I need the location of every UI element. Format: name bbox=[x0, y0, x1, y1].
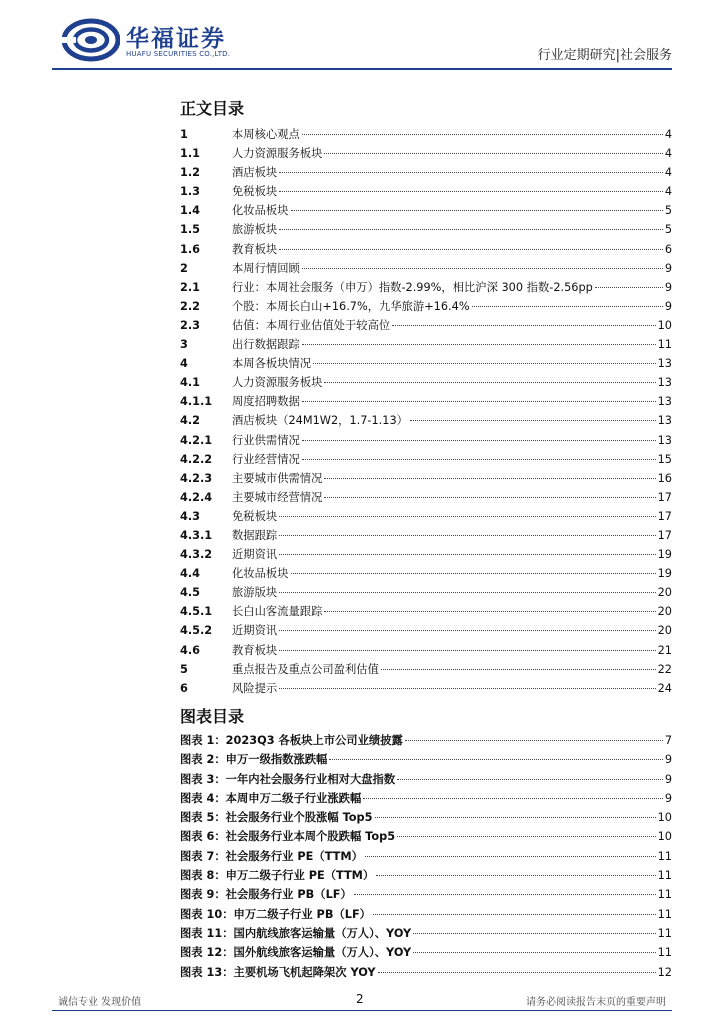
toc-entry-number: 4 bbox=[180, 357, 188, 371]
figure-leader-dots bbox=[378, 972, 656, 973]
toc-title: 正文目录 bbox=[180, 99, 245, 118]
figure-entry-label: 图表 5：社会服务行业个股涨幅 Top5 bbox=[180, 811, 373, 825]
toc-entry-page: 24 bbox=[657, 681, 672, 695]
toc-entry-page: 13 bbox=[657, 376, 672, 390]
figure-entry-page: 11 bbox=[657, 869, 672, 883]
figure-entry[interactable] bbox=[180, 789, 672, 808]
toc-entry-number: 4.5.2 bbox=[180, 624, 213, 638]
figure-leader-dots bbox=[373, 914, 656, 915]
toc-entry[interactable] bbox=[180, 564, 672, 583]
toc-entry-label: 主要城市经营情况 bbox=[232, 490, 323, 504]
figure-leader-dots bbox=[363, 798, 663, 799]
toc-entry-page: 4 bbox=[664, 185, 672, 199]
toc-entry[interactable] bbox=[180, 679, 672, 698]
toc-entry-number: 6 bbox=[180, 681, 188, 695]
toc-entry-page: 6 bbox=[664, 242, 672, 256]
figure-entry[interactable] bbox=[180, 847, 672, 866]
toc-entry-label: 主要城市供需情况 bbox=[232, 471, 323, 485]
toc-entry-label: 人力资源服务板块 bbox=[232, 147, 323, 161]
figure-entry-label: 图表 4：本周申万二级子行业涨跌幅 bbox=[180, 791, 362, 805]
toc-entry-label: 旅游版块 bbox=[232, 586, 278, 600]
figure-entry-page: 9 bbox=[664, 791, 672, 805]
footer-divider bbox=[52, 1010, 672, 1011]
figure-entry-page: 12 bbox=[657, 965, 672, 979]
toc-leader-dots bbox=[279, 172, 663, 173]
toc-entry-page: 4 bbox=[664, 147, 672, 161]
toc-entry-number: 4.2.1 bbox=[180, 433, 213, 447]
figure-entry-page: 11 bbox=[657, 849, 672, 863]
huafu-logo-icon bbox=[62, 18, 120, 62]
figure-entry-page: 10 bbox=[657, 811, 672, 825]
toc-entry-page: 13 bbox=[657, 414, 672, 428]
toc-leader-dots bbox=[279, 592, 655, 593]
toc-leader-dots bbox=[279, 516, 655, 517]
figure-list bbox=[180, 731, 672, 982]
toc-entry-label: 人力资源服务板块 bbox=[232, 376, 323, 390]
toc-entry[interactable] bbox=[180, 450, 672, 469]
toc-entry[interactable] bbox=[180, 545, 672, 564]
toc-leader-dots bbox=[302, 268, 663, 269]
toc-entry-label: 酒店板块（24M1W2，1.7-1.13） bbox=[232, 414, 408, 428]
toc-entry-page: 19 bbox=[657, 567, 672, 581]
toc-entry-page: 4 bbox=[664, 166, 672, 180]
toc-entry-label: 本周各板块情况 bbox=[232, 357, 312, 371]
figure-entry-label: 图表 1：2023Q3 各板块上市公司业绩披露 bbox=[180, 734, 403, 747]
toc-entry-label: 行业经营情况 bbox=[232, 452, 300, 466]
figure-leader-dots bbox=[375, 817, 656, 818]
toc-entry-label: 近期资讯 bbox=[232, 548, 278, 562]
figure-entry-page: 10 bbox=[657, 830, 672, 844]
toc-leader-dots bbox=[279, 630, 655, 631]
figure-entry-label: 图表 13：主要机场飞机起降架次 YOY bbox=[180, 965, 376, 979]
toc-entry-label: 化妆品板块 bbox=[232, 204, 289, 218]
toc-entry-page: 20 bbox=[657, 624, 672, 638]
toc-entry-page: 9 bbox=[664, 261, 672, 275]
toc-entry[interactable] bbox=[180, 411, 672, 430]
toc-entry-page: 20 bbox=[657, 586, 672, 600]
toc-entry[interactable] bbox=[180, 373, 672, 392]
figure-entry-page: 11 bbox=[657, 946, 672, 960]
logo-english-name: HUAFU SECURITIES CO.,LTD. bbox=[126, 50, 231, 58]
toc-entry-label: 酒店板块 bbox=[232, 166, 278, 180]
toc-leader-dots bbox=[410, 420, 656, 421]
toc-leader-dots bbox=[324, 497, 655, 498]
toc-entry[interactable] bbox=[180, 660, 672, 679]
toc-entry-page: 5 bbox=[664, 204, 672, 218]
toc-entry-page: 9 bbox=[664, 299, 672, 313]
toc-entry[interactable] bbox=[180, 144, 672, 163]
figure-entry[interactable] bbox=[180, 750, 672, 769]
toc-entry-number: 3 bbox=[180, 338, 188, 352]
figure-leader-dots bbox=[413, 933, 655, 934]
page-number: 2 bbox=[356, 992, 364, 1006]
toc-entry[interactable] bbox=[180, 335, 672, 354]
toc-leader-dots bbox=[302, 401, 656, 402]
toc-entry-page: 10 bbox=[657, 318, 672, 332]
toc-entry-page: 13 bbox=[657, 395, 672, 409]
toc-entry-number: 4.1 bbox=[180, 376, 201, 390]
figure-entry-label: 图表 10：申万二级子行业 PB（LF） bbox=[180, 907, 371, 921]
toc-leader-dots bbox=[279, 688, 655, 689]
toc-entry[interactable] bbox=[180, 583, 672, 602]
toc-entry[interactable] bbox=[180, 316, 672, 335]
toc-entry[interactable] bbox=[180, 163, 672, 182]
figure-entry-label: 图表 6：社会服务行业本周个股跌幅 Top5 bbox=[180, 830, 396, 844]
figure-entry[interactable] bbox=[180, 731, 672, 750]
toc-entry-page: 20 bbox=[657, 605, 672, 619]
figure-entry-label: 图表 9：社会服务行业 PB（LF） bbox=[180, 888, 352, 902]
toc-leader-dots bbox=[595, 287, 663, 288]
toc-entry-label: 数据跟踪 bbox=[232, 528, 278, 542]
toc-leader-dots bbox=[302, 344, 656, 345]
toc-leader-dots bbox=[279, 191, 663, 192]
figure-entry-label: 图表 7：社会服务行业 PE（TTM） bbox=[180, 849, 363, 863]
toc-entry-page: 16 bbox=[657, 471, 672, 485]
toc-entry[interactable] bbox=[180, 488, 672, 507]
toc-entry-page: 22 bbox=[657, 662, 672, 676]
toc-entry-label: 个股：本周长白山+16.7%，九华旅游+16.4% bbox=[232, 299, 470, 313]
toc-leader-dots bbox=[279, 535, 655, 536]
toc-entry-label: 行业供需情况 bbox=[232, 433, 300, 447]
toc-entry[interactable] bbox=[180, 354, 672, 373]
toc-entry-page: 13 bbox=[657, 357, 672, 371]
toc-entry-label: 近期资讯 bbox=[232, 624, 278, 638]
toc-entry[interactable] bbox=[180, 526, 672, 545]
toc-entry-number: 1.2 bbox=[180, 166, 201, 180]
toc-entry-label: 出行数据跟踪 bbox=[232, 338, 300, 352]
figure-entry-label: 图表 3：一年内社会服务行业相对大盘指数 bbox=[180, 772, 396, 786]
toc-entry[interactable] bbox=[180, 621, 672, 640]
toc-entry-page: 17 bbox=[657, 528, 672, 542]
toc-leader-dots bbox=[279, 650, 655, 651]
toc-entry-label: 行业：本周社会服务（申万）指数-2.99%，相比沪深 300 指数-2.56pp bbox=[232, 280, 593, 294]
toc-entry-number: 5 bbox=[180, 662, 188, 676]
toc-entry-label: 旅游板块 bbox=[232, 223, 278, 237]
company-logo bbox=[62, 18, 252, 62]
toc-entry-number: 1.4 bbox=[180, 204, 201, 218]
toc-entry-number: 4.2.2 bbox=[180, 452, 213, 466]
toc-entry-number: 4.2.4 bbox=[180, 490, 213, 504]
figure-entry[interactable] bbox=[180, 905, 672, 924]
figure-leader-dots bbox=[329, 759, 662, 760]
toc-entry-label: 风险提示 bbox=[232, 681, 278, 695]
toc-leader-dots bbox=[392, 325, 655, 326]
toc-entry-number: 4.2 bbox=[180, 414, 201, 428]
toc-leader-dots bbox=[324, 478, 655, 479]
toc-entry[interactable] bbox=[180, 240, 672, 259]
toc-entry-number: 2.1 bbox=[180, 280, 201, 294]
logo-chinese-name: 华福证券 bbox=[126, 26, 226, 52]
toc-leader-dots bbox=[302, 440, 656, 441]
toc-entry-number: 4.3 bbox=[180, 509, 201, 523]
toc-entry-label: 本周核心观点 bbox=[232, 128, 300, 141]
toc-leader-dots bbox=[324, 611, 655, 612]
toc-entry-page: 17 bbox=[657, 509, 672, 523]
toc-entry-page: 21 bbox=[657, 643, 672, 657]
toc-entry[interactable] bbox=[180, 220, 672, 239]
toc-entry-number: 4.3.1 bbox=[180, 528, 213, 542]
toc-entry-label: 估值：本周行业估值处于较高位 bbox=[232, 318, 391, 332]
figure-leader-dots bbox=[397, 836, 656, 837]
figure-list-title: 图表目录 bbox=[180, 707, 245, 726]
toc-entry[interactable] bbox=[180, 201, 672, 220]
toc-entry-number: 1.6 bbox=[180, 242, 201, 256]
footer-disclaimer: 请务必阅读报告末页的重要声明 bbox=[526, 997, 666, 1008]
figure-entry-page: 11 bbox=[657, 888, 672, 902]
toc-leader-dots bbox=[279, 554, 655, 555]
toc-entry[interactable] bbox=[180, 507, 672, 526]
figure-entry[interactable] bbox=[180, 866, 672, 885]
toc-entry-number: 1 bbox=[180, 128, 188, 141]
figure-entry-page: 7 bbox=[664, 734, 672, 747]
toc-leader-dots bbox=[381, 669, 656, 670]
toc-entry-number: 1.1 bbox=[180, 147, 201, 161]
figure-entry-page: 11 bbox=[657, 926, 672, 940]
toc-entry-page: 9 bbox=[664, 280, 672, 294]
toc-leader-dots bbox=[472, 306, 663, 307]
toc-entry[interactable] bbox=[180, 641, 672, 660]
toc-leader-dots bbox=[302, 459, 656, 460]
toc-entry[interactable] bbox=[180, 125, 672, 144]
toc-entry-number: 4.4 bbox=[180, 567, 201, 581]
toc-entry-number: 4.5.1 bbox=[180, 605, 213, 619]
toc-entry-label: 教育板块 bbox=[232, 643, 278, 657]
toc-entry-number: 4.5 bbox=[180, 586, 201, 600]
figure-entry[interactable] bbox=[180, 770, 672, 789]
toc-entry-number: 2.2 bbox=[180, 299, 201, 313]
figure-entry[interactable] bbox=[180, 885, 672, 904]
toc-entry-label: 免税板块 bbox=[232, 185, 278, 199]
toc-entry[interactable] bbox=[180, 469, 672, 488]
toc-entry-number: 4.3.2 bbox=[180, 548, 213, 562]
figure-leader-dots bbox=[397, 779, 663, 780]
toc-entry-number: 4.6 bbox=[180, 643, 201, 657]
toc-entry-number: 1.5 bbox=[180, 223, 201, 237]
table-of-contents bbox=[180, 125, 672, 698]
toc-entry-number: 2.3 bbox=[180, 318, 201, 332]
toc-leader-dots bbox=[279, 249, 663, 250]
toc-entry-number: 2 bbox=[180, 261, 188, 275]
header-divider bbox=[52, 68, 672, 70]
figure-entry-label: 图表 2：申万一级指数涨跌幅 bbox=[180, 753, 328, 767]
toc-entry[interactable] bbox=[180, 431, 672, 450]
toc-entry-page: 13 bbox=[657, 433, 672, 447]
toc-entry-label: 重点报告及重点公司盈利估值 bbox=[232, 662, 379, 676]
figure-entry-label: 图表 8：申万二级子行业 PE（TTM） bbox=[180, 869, 375, 883]
figure-leader-dots bbox=[376, 875, 655, 876]
toc-entry[interactable] bbox=[180, 392, 672, 411]
toc-entry-page: 15 bbox=[657, 452, 672, 466]
toc-leader-dots bbox=[291, 573, 656, 574]
figure-entry[interactable] bbox=[180, 827, 672, 846]
figure-leader-dots bbox=[354, 894, 656, 895]
toc-entry[interactable] bbox=[180, 182, 672, 201]
toc-entry-page: 5 bbox=[664, 223, 672, 237]
report-type-label: 行业定期研究|社会服务 bbox=[537, 48, 672, 63]
toc-entry-label: 本周行情回顾 bbox=[232, 261, 300, 275]
figure-leader-dots bbox=[365, 856, 656, 857]
toc-leader-dots bbox=[291, 210, 663, 211]
toc-entry-label: 免税板块 bbox=[232, 509, 278, 523]
figure-entry[interactable] bbox=[180, 924, 672, 943]
toc-entry-page: 11 bbox=[657, 338, 672, 352]
figure-entry-page: 9 bbox=[664, 772, 672, 786]
toc-entry-label: 教育板块 bbox=[232, 242, 278, 256]
figure-entry[interactable] bbox=[180, 808, 672, 827]
figure-entry[interactable] bbox=[180, 963, 672, 982]
toc-entry-page: 4 bbox=[664, 128, 672, 141]
figure-entry[interactable] bbox=[180, 943, 672, 962]
toc-entry-page: 17 bbox=[657, 490, 672, 504]
toc-entry[interactable] bbox=[180, 278, 672, 297]
toc-leader-dots bbox=[313, 363, 656, 364]
toc-leader-dots bbox=[279, 229, 663, 230]
figure-entry-label: 图表 12：国外航线旅客运输量（万人）、YOY bbox=[180, 946, 412, 960]
toc-entry-label: 化妆品板块 bbox=[232, 567, 289, 581]
toc-entry-number: 1.3 bbox=[180, 185, 201, 199]
toc-leader-dots bbox=[302, 134, 663, 135]
toc-entry[interactable] bbox=[180, 602, 672, 621]
toc-entry-label: 周度招聘数据 bbox=[232, 395, 300, 409]
toc-entry-label: 长白山客流量跟踪 bbox=[232, 605, 323, 619]
toc-entry[interactable] bbox=[180, 259, 672, 278]
toc-leader-dots bbox=[324, 153, 662, 154]
figure-leader-dots bbox=[405, 740, 663, 741]
toc-leader-dots bbox=[324, 382, 655, 383]
footer-slogan: 诚信专业 发现价值 bbox=[58, 997, 142, 1008]
toc-entry-page: 19 bbox=[657, 548, 672, 562]
figure-entry-page: 11 bbox=[657, 907, 672, 921]
toc-entry-number: 4.2.3 bbox=[180, 471, 213, 485]
toc-entry-number: 4.1.1 bbox=[180, 395, 213, 409]
figure-entry-page: 9 bbox=[664, 753, 672, 767]
toc-entry[interactable] bbox=[180, 297, 672, 316]
figure-entry-label: 图表 11：国内航线旅客运输量（万人）、YOY bbox=[180, 926, 412, 940]
figure-leader-dots bbox=[413, 952, 655, 953]
